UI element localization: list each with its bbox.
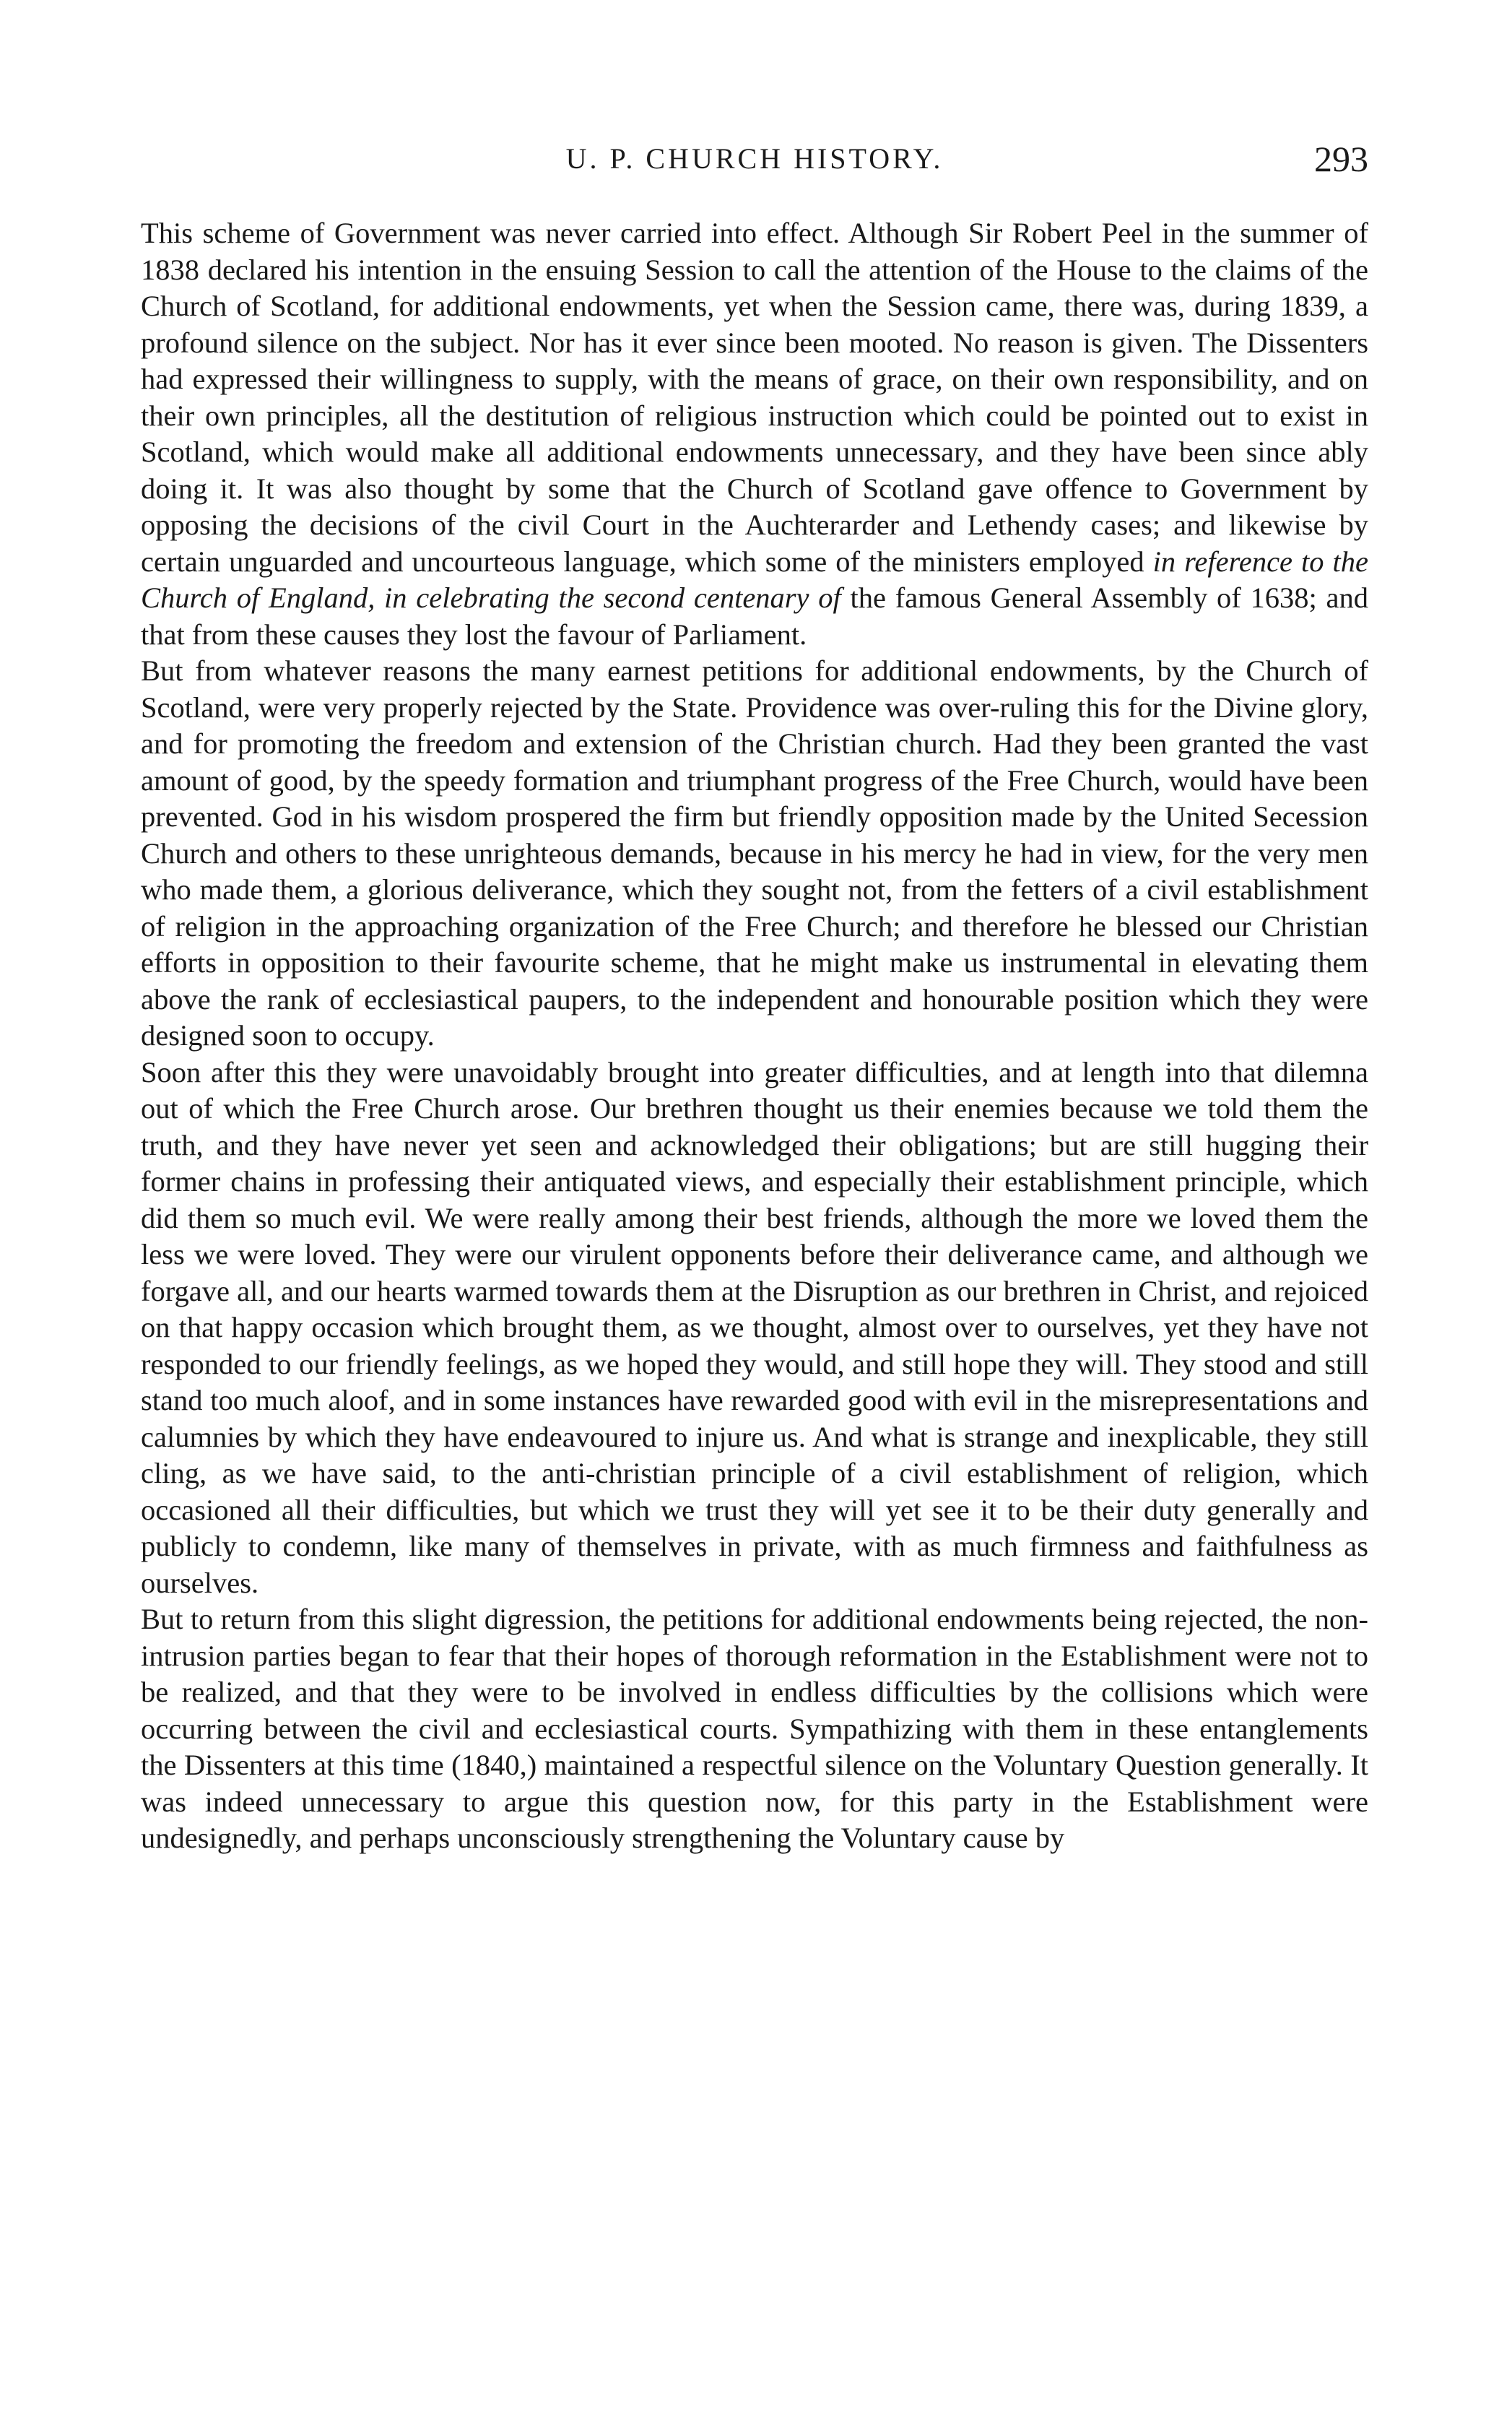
body-text <box>141 215 1368 1857</box>
paragraph-2: But from whatever reasons the many earnest petitions for additional endowments, by the Church of Scotland, were very properly rejected by the State. Providence was over-ruling this for the Divine glory, and for promoting the freedom and extension of the Christian church. Had they been granted the vast amount of good, by the speedy formation and triumphant progress of the Free Church, would have been prevented. God in his wisdom prospered the firm but friendly opposition made by the United Secession Church and others to these unrighteous demands, because in his mercy he had in view, for the very men who made them, a glorious deliverance, which they sought not, from the fetters of a civil establishment of religion in the approaching organization of the Free Church; and therefore he blessed our Christian efforts in opposition to their favourite scheme, that he might make us instrumental in elevating them above the rank of ecclesiastical paupers, to the independent and honourable position which they were designed soon to occupy. <box>141 654 1368 1052</box>
page-number: 293 <box>1314 139 1368 179</box>
running-header <box>141 137 1368 181</box>
paragraph-1 <box>141 215 1368 653</box>
paragraph-1-text-after-italic: the famous General Assembly of 1638; and that from these causes they lost the favour of Parliament. <box>141 581 1368 651</box>
paragraph-1-italic-text: in reference to the Church of England, in celebrating the second centenary of <box>141 545 1368 614</box>
paragraph-3: Soon after this they were unavoidably brought into greater difficulties, and at length into that dilemna out of which the Free Church arose. Our brethren thought us their enemies because we told them the truth, and they have never yet seen and acknowledged their obligations; but are still hugging their former chains in professing their antiquated views, and especially their establishment principle, which did them so much evil. We were really among their best friends, although the more we loved them the less we were loved. They were our virulent opponents before their deliverance came, and although we forgave all, and our hearts warmed towards them at the Disruption as our brethren in Christ, and rejoiced on that happy occasion which brought them, as we thought, almost over to ourselves, yet they have not responded to our friendly feelings, as we hoped they would, and still hope they will. They stood and still stand too much aloof, and in some instances have rewarded good with evil in the misrepresentations and calumnies by which they have endeavoured to injure us. And what is strange and inexplicable, they still cling, as we have said, to the anti-christian principle of a civil establishment of religion, which occasioned all their difficulties, but which we trust they will yet see it to be their duty generally and publicly to condemn, like many of themselves in private, with as much firmness and faithfulness as ourselves. <box>141 1055 1368 1599</box>
running-title: U. P. CHURCH HISTORY. <box>565 142 944 175</box>
paragraph-1-text-before-italic: This scheme of Government was never carried into effect. Although Sir Robert Peel in the summer of 1838 declared his intention in the ensuing Session to call the attention of the House to the claims of the Church of Scotland, for additional endowments, yet when the Session came, there was, during 1839, a profound silence on the subject. Nor has it ever since been mooted. No reason is given. The Dissenters had expressed their willingness to supply, with the means of grace, on their own responsibility, and on their own principles, all the destitution of religious instruction which could be pointed out to exist in Scotland, which would make all additional endowments unnecessary, and they have been since ably doing it. It was also thought by some that the Church of Scotland gave offence to Government by opposing the decisions of the civil Court in the Auchterarder and Lethendy cases; and likewise by certain unguarded and uncourteous language, which some of the ministers employed <box>141 217 1368 578</box>
paragraph-4: But to return from this slight digression, the petitions for additional endowments being rejected, the non-intrusion parties began to fear that their hopes of thorough reformation in the Establishment were not to be realized, and that they were to be involved in endless difficulties by the collisions which were occurring between the civil and ecclesiastical courts. Sympathizing with them in these entanglements the Dissenters at this time (1840,) maintained a respectful silence on the Voluntary Question generally. It was indeed unnecessary to argue this question now, for this party in the Establishment were undesignedly, and perhaps unconsciously strengthening the Voluntary cause by <box>141 1603 1368 1854</box>
